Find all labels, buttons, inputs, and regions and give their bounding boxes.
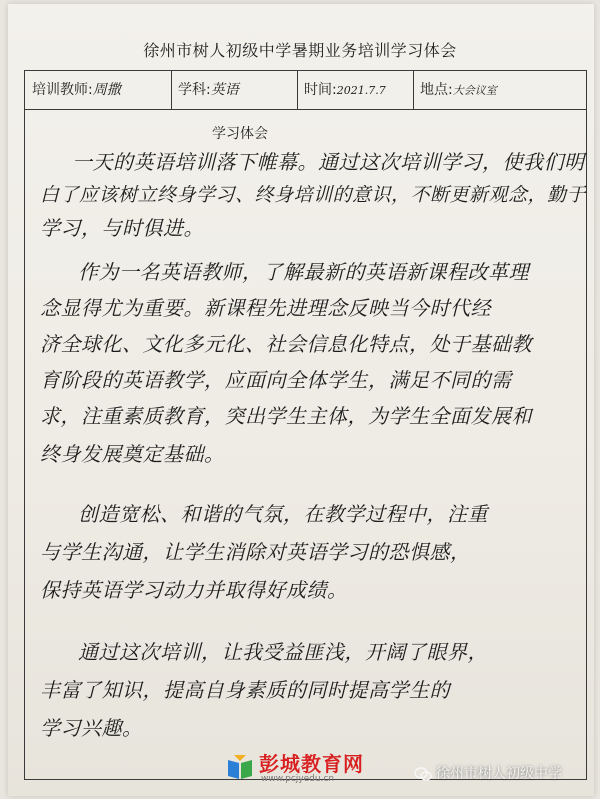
time-cell (298, 70, 414, 110)
site-url: www.pcjyedu.cn (261, 774, 335, 784)
teacher-cell (24, 70, 172, 110)
body-line: 与学生沟通，让学生消除对英语学习的恐惧感， (40, 540, 471, 564)
body-line: 学习，与时俱进。 (40, 216, 204, 240)
subject-label: 学科: (178, 82, 211, 98)
teacher-value: 周撒 (92, 82, 121, 98)
site-logo (225, 748, 390, 788)
body-line: 济全球化、文化多元化、社会信息化特点，处于基础教 (40, 332, 532, 356)
time-value: 2021.7.7 (336, 84, 386, 97)
place-label: 地点: (420, 82, 453, 98)
place-cell (414, 70, 587, 110)
teacher-label: 培训教师: (32, 82, 93, 98)
form-header-row (24, 70, 587, 110)
body-line: 育阶段的英语教学，应面向全体学生，满足不同的需 (40, 368, 512, 392)
body-line: 一天的英语培训落下帷幕。通过这次培训学习，使我们明 (72, 150, 585, 174)
subject-cell (172, 70, 298, 110)
wechat-icon (414, 767, 432, 781)
section-title: 学习体会 (212, 126, 268, 142)
body-line: 作为一名英语教师，了解最新的英语新课程改革理 (78, 260, 529, 284)
form-title: 徐州市树人初级中学暑期业务培训学习体会 (143, 41, 457, 60)
body-line: 通过这次培训，让我受益匪浅，开阔了眼界， (78, 640, 488, 664)
body-line: 创造宽松、和谐的气氛，在教学过程中，注重 (78, 502, 488, 526)
site-name: 彭城教育网 (259, 752, 364, 776)
body-line: 念显得尤为重要。新课程先进理念反映当今时代经 (40, 296, 491, 320)
account-name: 徐州市树人初级中学 (436, 766, 562, 782)
body-line: 求，注重素质教育，突出学生主体，为学生全面发展和 (40, 404, 532, 428)
book-logo-icon (225, 752, 255, 782)
subject-value: 英语 (210, 82, 239, 98)
body-line: 学习兴趣。 (40, 716, 143, 740)
body-line: 白了应该树立终身学习、终身培训的意识，不断更新观念，勤于 (40, 184, 587, 206)
body-line: 保持英语学习动力并取得好成绩。 (40, 578, 348, 602)
time-label: 时间: (304, 82, 337, 98)
place-value: 大会议室 (452, 84, 497, 97)
account-watermark (414, 763, 562, 787)
body-line: 丰富了知识，提高自身素质的同时提高学生的 (40, 678, 450, 702)
body-line: 终身发展奠定基础。 (40, 442, 225, 466)
